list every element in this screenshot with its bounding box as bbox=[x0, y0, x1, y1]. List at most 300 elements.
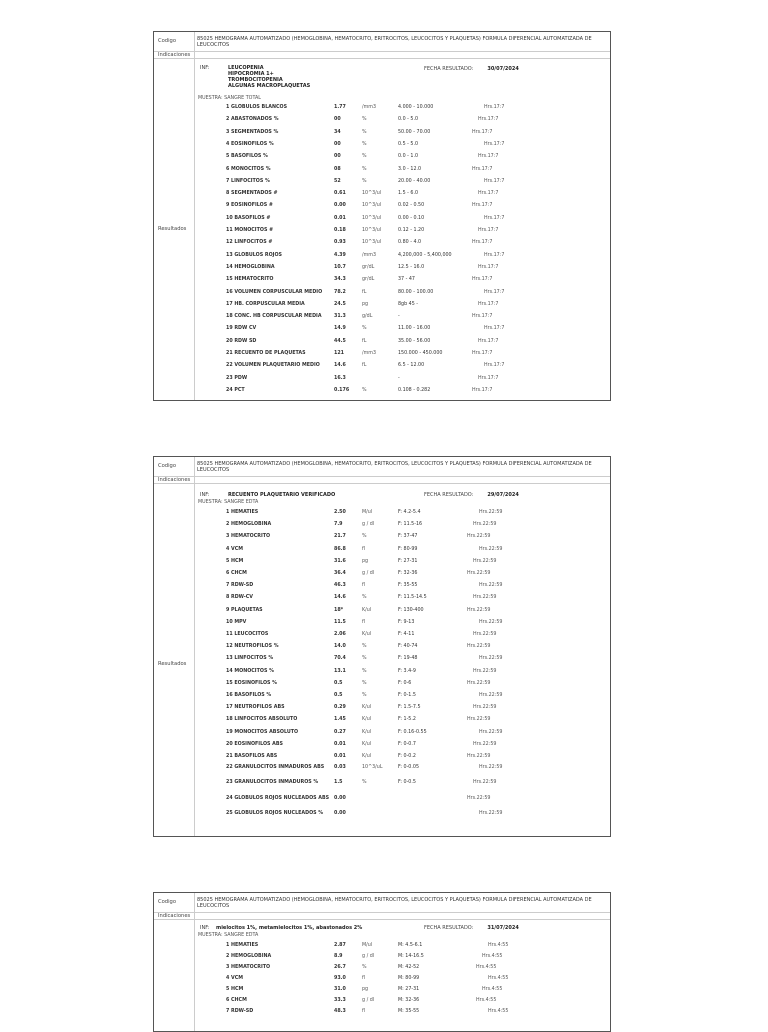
indicaciones-label: Indicaciones bbox=[158, 477, 191, 483]
test-value: 21.7 bbox=[334, 534, 346, 540]
row-divider bbox=[154, 919, 610, 920]
test-time: Hrs.17:7 bbox=[484, 215, 505, 221]
test-unit: fl bbox=[362, 976, 366, 981]
test-unit: g / dl bbox=[362, 522, 375, 528]
test-time: Hrs.4:55 bbox=[482, 954, 503, 959]
test-name: 24 PCT bbox=[226, 387, 245, 393]
test-reference: 4,200,000 - 5,400,000 bbox=[398, 252, 452, 258]
table-row bbox=[154, 631, 604, 639]
test-reference: 50.00 - 70.00 bbox=[398, 129, 431, 135]
test-value: 0.00 bbox=[334, 810, 346, 816]
test-name: 3 HEMATOCRITO bbox=[226, 534, 271, 540]
test-name: 1 HEMATIES bbox=[226, 510, 259, 515]
table-row bbox=[154, 215, 604, 223]
row-divider bbox=[154, 912, 610, 913]
table-row bbox=[154, 153, 604, 161]
table-row bbox=[154, 546, 604, 554]
test-reference: 80.00 - 100.00 bbox=[398, 289, 434, 295]
test-value: 48.3 bbox=[334, 1009, 346, 1014]
test-unit: K/ul bbox=[362, 632, 372, 637]
test-value: 18* bbox=[334, 607, 344, 613]
test-reference: 20.00 - 40.00 bbox=[398, 178, 431, 184]
test-value: 0.00 bbox=[334, 795, 346, 801]
test-unit: % bbox=[362, 965, 367, 970]
test-reference: 150.000 - 450.000 bbox=[398, 351, 443, 356]
test-unit: % bbox=[362, 668, 367, 674]
test-name: 20 EOSINOFILOS ABS bbox=[226, 741, 284, 747]
test-unit: % bbox=[362, 656, 367, 662]
test-reference: 0.108 - 0.282 bbox=[398, 387, 431, 393]
test-reference: 35.00 - 56.00 bbox=[398, 338, 431, 344]
test-name: 8 RDW-CV bbox=[226, 595, 253, 601]
table-row bbox=[154, 643, 604, 651]
test-value: 52 bbox=[334, 178, 341, 184]
test-value: 14.6 bbox=[334, 595, 346, 601]
test-reference: 0.12 - 1.20 bbox=[398, 228, 425, 233]
test-name: 5 HCM bbox=[226, 558, 244, 564]
test-time: Hrs.17:7 bbox=[472, 387, 493, 393]
test-value: 11.5 bbox=[334, 619, 346, 625]
indicaciones-label: Indicaciones bbox=[158, 52, 191, 58]
table-row bbox=[154, 190, 604, 198]
muestra-label: MUESTRA: SANGRE EDTA bbox=[198, 500, 259, 505]
test-time: Hrs.17:7 bbox=[484, 252, 505, 258]
test-value: 0.176 bbox=[334, 387, 350, 393]
test-value: 8.9 bbox=[334, 954, 343, 959]
test-value: 36.4 bbox=[334, 571, 346, 576]
test-reference: - bbox=[398, 314, 400, 320]
test-name: 11 LEUCOCITOS bbox=[226, 632, 269, 637]
resultados-label: Resultados bbox=[158, 226, 187, 232]
test-unit: fL bbox=[362, 338, 367, 344]
table-row bbox=[154, 202, 604, 210]
test-name: 6 CHCM bbox=[226, 998, 247, 1003]
table-row bbox=[154, 811, 604, 823]
table-row bbox=[154, 975, 604, 983]
test-value: 4.39 bbox=[334, 252, 346, 258]
test-name: 15 EOSINOFILOS % bbox=[226, 680, 277, 686]
test-reference: F: 11.5-16 bbox=[398, 522, 423, 528]
test-value: 78.2 bbox=[334, 289, 346, 295]
test-unit: /mm3 bbox=[362, 252, 377, 258]
table-row bbox=[154, 129, 604, 137]
test-unit: K/ul bbox=[362, 705, 372, 711]
test-unit: % bbox=[362, 154, 367, 160]
test-time: Hrs.17:7 bbox=[484, 326, 505, 332]
test-name: 20 RDW SD bbox=[226, 338, 257, 344]
test-reference: F: 4.2-5.4 bbox=[398, 510, 421, 515]
test-reference: 6.5 - 12.00 bbox=[398, 363, 425, 369]
table-row bbox=[154, 619, 604, 627]
test-name: 17 HB. CORPUSCULAR MEDIA bbox=[226, 301, 305, 307]
test-unit: fl bbox=[362, 619, 366, 625]
test-time: Hrs.22:59 bbox=[479, 510, 503, 515]
test-value: 0.03 bbox=[334, 765, 346, 771]
test-value: 86.8 bbox=[334, 546, 346, 552]
table-row bbox=[154, 668, 604, 676]
test-unit: % bbox=[362, 644, 367, 650]
exam-header: 85025 HEMOGRAMA AUTOMATIZADO (HEMOGLOBINA, HEMATOCRITO, ERITROCITOS, LEUCOCITOS Y PLAQUETAS) FORMULA DIFERENCIAL AUTOMATIZADA DE LEUCOCITOS bbox=[197, 36, 592, 48]
test-unit: 10^3/uL bbox=[362, 765, 383, 771]
table-row bbox=[154, 1008, 604, 1016]
test-unit: 10^3/ul bbox=[362, 240, 382, 246]
test-reference: F: 35-55 bbox=[398, 583, 418, 589]
test-reference: 0.5 - 5.0 bbox=[398, 141, 419, 147]
table-row bbox=[154, 680, 604, 688]
test-reference: 1.5 - 6.0 bbox=[398, 191, 419, 197]
table-row bbox=[154, 729, 604, 737]
test-name: 14 HEMOGLOBINA bbox=[226, 264, 275, 270]
test-name: 9 EOSINOFILOS # bbox=[226, 203, 273, 209]
test-value: 0.18 bbox=[334, 228, 346, 233]
test-time: Hrs.4:55 bbox=[488, 943, 509, 948]
test-name: 21 RECUENTO DE PLAQUETAS bbox=[226, 351, 306, 356]
table-row bbox=[154, 716, 604, 724]
test-value: 121 bbox=[334, 351, 345, 356]
table-row bbox=[154, 387, 604, 395]
test-time: Hrs.22:59 bbox=[467, 717, 491, 723]
lab-report-panel-2 bbox=[153, 456, 611, 837]
test-reference: 11.00 - 16.00 bbox=[398, 326, 431, 332]
test-reference: M: 42-52 bbox=[398, 965, 420, 970]
test-unit: /mm3 bbox=[362, 351, 377, 356]
test-value: 31.0 bbox=[334, 987, 346, 992]
test-unit: K/ul bbox=[362, 754, 372, 759]
test-reference: - bbox=[398, 375, 400, 381]
table-row bbox=[154, 166, 604, 174]
test-time: Hrs.22:59 bbox=[479, 619, 503, 625]
test-value: 46.3 bbox=[334, 583, 346, 589]
row-divider bbox=[154, 51, 610, 52]
test-name: 16 VOLUMEN CORPUSCULAR MEDIO bbox=[226, 289, 323, 295]
test-time: Hrs.17:7 bbox=[472, 277, 493, 283]
test-time: Hrs.22:59 bbox=[473, 705, 497, 711]
test-unit: 10^3/ul bbox=[362, 191, 382, 197]
test-name: 6 MONOCITOS % bbox=[226, 166, 271, 172]
test-name: 22 VOLUMEN PLAQUETARIO MEDIO bbox=[226, 363, 320, 369]
exam-header: 85025 HEMOGRAMA AUTOMATIZADO (HEMOGLOBINA, HEMATOCRITO, ERITROCITOS, LEUCOCITOS Y PLAQUETAS) FORMULA DIFERENCIAL AUTOMATIZADA DE LEUCOCITOS bbox=[197, 897, 592, 909]
test-name: 19 MONOCITOS ABSOLUTO bbox=[226, 729, 299, 735]
test-reference: F: 130-400 bbox=[398, 607, 424, 613]
inf-line: RECUENTO PLAQUETARIO VERIFICADO bbox=[228, 492, 336, 498]
test-reference: 3.0 - 12.0 bbox=[398, 166, 422, 172]
test-name: 14 MONOCITOS % bbox=[226, 668, 274, 674]
test-unit: % bbox=[362, 680, 367, 686]
test-name: 19 RDW CV bbox=[226, 326, 257, 332]
test-name: 4 EOSINOFILOS % bbox=[226, 141, 274, 147]
table-row bbox=[154, 780, 604, 792]
test-reference: M: 4.5-6.1 bbox=[398, 943, 423, 948]
test-unit: g/dL bbox=[362, 314, 373, 320]
test-unit: % bbox=[362, 387, 367, 393]
test-reference: F: 0-0.5 bbox=[398, 780, 416, 786]
test-value: 0.01 bbox=[334, 741, 346, 747]
test-time: Hrs.17:7 bbox=[478, 375, 499, 381]
test-name: 12 LINFOCITOS # bbox=[226, 240, 273, 246]
test-name: 23 GRANULOCITOS INMADUROS % bbox=[226, 780, 319, 786]
table-row bbox=[154, 338, 604, 346]
lab-report-panel-3 bbox=[153, 892, 611, 1032]
test-unit: gr/dL bbox=[362, 277, 375, 283]
test-name: 1 GLOBULOS BLANCOS bbox=[226, 105, 288, 110]
test-reference: M: 35-55 bbox=[398, 1009, 420, 1014]
test-unit: K/ul bbox=[362, 729, 372, 735]
test-value: 93.0 bbox=[334, 976, 346, 981]
test-time: Hrs.22:59 bbox=[479, 765, 503, 771]
test-name: 1 HEMATIES bbox=[226, 943, 259, 948]
table-row bbox=[154, 796, 604, 808]
table-row bbox=[154, 704, 604, 712]
fecha-value: 31/07/2024 bbox=[487, 925, 519, 931]
test-unit: % bbox=[362, 693, 367, 698]
test-unit: fl bbox=[362, 583, 366, 589]
test-time: Hrs.17:7 bbox=[478, 191, 499, 197]
test-time: Hrs.4:55 bbox=[482, 987, 503, 992]
table-row bbox=[154, 741, 604, 749]
table-row bbox=[154, 301, 604, 309]
test-value: 33.3 bbox=[334, 998, 346, 1003]
test-unit: % bbox=[362, 326, 367, 332]
test-name: 3 SEGMENTADOS % bbox=[226, 129, 279, 135]
muestra-label: MUESTRA: SANGRE EDTA bbox=[198, 933, 259, 938]
test-reference: 0.00 - 0.10 bbox=[398, 215, 425, 221]
test-time: Hrs.17:7 bbox=[484, 289, 505, 295]
test-value: 1.5 bbox=[334, 780, 343, 786]
test-reference: F: 0-1.5 bbox=[398, 693, 416, 698]
test-reference: 0.02 - 0.50 bbox=[398, 203, 425, 209]
table-row bbox=[154, 325, 604, 333]
test-time: Hrs.22:59 bbox=[473, 595, 497, 601]
inf-details bbox=[228, 65, 310, 89]
test-name: 18 LINFOCITOS ABSOLUTO bbox=[226, 717, 298, 723]
test-value: 14.6 bbox=[334, 363, 346, 369]
test-reference: F: 32-36 bbox=[398, 571, 418, 576]
test-value: 24.5 bbox=[334, 301, 346, 307]
test-time: Hrs.17:7 bbox=[478, 154, 499, 160]
test-time: Hrs.17:7 bbox=[472, 351, 493, 356]
test-value: 0.5 bbox=[334, 680, 343, 686]
test-reference: F: 11.5-14.5 bbox=[398, 595, 427, 601]
test-unit: % bbox=[362, 129, 367, 135]
test-unit: g / dl bbox=[362, 998, 375, 1003]
test-time: Hrs.22:59 bbox=[473, 780, 497, 786]
test-reference: 0.80 - 4.0 bbox=[398, 240, 422, 246]
test-time: Hrs.17:7 bbox=[472, 129, 493, 135]
inf-line: ALGUNAS MACROPLAQUETAS bbox=[228, 83, 311, 89]
test-unit: pg bbox=[362, 558, 369, 564]
test-unit: fL bbox=[362, 363, 367, 369]
test-reference: 0.0 - 5.0 bbox=[398, 117, 419, 123]
inf-line: HIPOCROMIA 1+ bbox=[228, 71, 274, 77]
test-name: 23 PDW bbox=[226, 375, 248, 381]
indicaciones-label: Indicaciones bbox=[158, 913, 191, 919]
exam-header: 85025 HEMOGRAMA AUTOMATIZADO (HEMOGLOBINA, HEMATOCRITO, ERITROCITOS, LEUCOCITOS Y PLAQUETAS) FORMULA DIFERENCIAL AUTOMATIZADA DE LEUCOCITOS bbox=[197, 461, 592, 473]
test-name: 6 CHCM bbox=[226, 571, 247, 576]
test-time: Hrs.22:59 bbox=[473, 558, 497, 564]
test-time: Hrs.4:55 bbox=[476, 998, 497, 1003]
test-name: 4 VCM bbox=[226, 546, 244, 552]
test-time: Hrs.22:59 bbox=[467, 754, 491, 759]
test-unit: K/ul bbox=[362, 741, 372, 747]
fecha-resultado bbox=[424, 925, 519, 931]
test-unit: 10^3/ul bbox=[362, 203, 382, 209]
inf-details bbox=[216, 925, 362, 931]
test-time: Hrs.17:7 bbox=[472, 203, 493, 209]
test-reference: 4.000 - 10.000 bbox=[398, 105, 434, 110]
test-time: Hrs.4:55 bbox=[488, 1009, 509, 1014]
inf-label: INF: bbox=[200, 925, 210, 931]
test-unit: 10^3/ul bbox=[362, 215, 382, 221]
test-value: 0.61 bbox=[334, 191, 346, 197]
test-time: Hrs.22:59 bbox=[467, 607, 491, 613]
test-reference: F: 9-13 bbox=[398, 619, 415, 625]
test-time: Hrs.17:7 bbox=[478, 301, 499, 307]
table-row bbox=[154, 239, 604, 247]
table-row bbox=[154, 964, 604, 972]
test-reference: F: 3.4-9 bbox=[398, 668, 416, 674]
test-reference: 0.0 - 1.0 bbox=[398, 154, 419, 160]
test-name: 15 HEMATOCRITO bbox=[226, 277, 274, 283]
table-row bbox=[154, 594, 604, 602]
table-row bbox=[154, 227, 604, 235]
test-reference: M: 14-16.5 bbox=[398, 954, 424, 959]
fecha-value: 30/07/2024 bbox=[487, 66, 519, 72]
test-value: 00 bbox=[334, 154, 341, 160]
test-name: 4 VCM bbox=[226, 976, 244, 981]
test-name: 9 PLAQUETAS bbox=[226, 607, 263, 613]
test-time: Hrs.22:59 bbox=[479, 656, 503, 662]
test-reference: F: 1-5.2 bbox=[398, 717, 416, 723]
test-name: 10 MPV bbox=[226, 619, 247, 625]
test-name: 24 GLOBULOS ROJOS NUCLEADOS ABS bbox=[226, 795, 330, 801]
test-name: 11 MONOCITOS # bbox=[226, 228, 274, 233]
test-unit: M/ul bbox=[362, 943, 373, 948]
test-time: Hrs.22:59 bbox=[467, 795, 491, 801]
test-value: 0.5 bbox=[334, 693, 343, 698]
test-time: Hrs.17:7 bbox=[484, 178, 505, 184]
inf-line: LEUCOPENIA bbox=[228, 65, 264, 71]
test-reference: F: 27-31 bbox=[398, 558, 418, 564]
test-value: 26.7 bbox=[334, 965, 346, 970]
codigo-label: Codigo bbox=[158, 38, 176, 44]
table-row bbox=[154, 116, 604, 124]
table-row bbox=[154, 753, 604, 761]
test-time: Hrs.22:59 bbox=[473, 632, 497, 637]
test-value: 0.29 bbox=[334, 705, 346, 711]
test-unit: % bbox=[362, 117, 367, 123]
test-name: 25 GLOBULOS ROJOS NUCLEADOS % bbox=[226, 810, 324, 816]
test-time: Hrs.17:7 bbox=[478, 264, 499, 270]
table-row bbox=[154, 264, 604, 272]
test-value: 34 bbox=[334, 129, 341, 135]
test-unit: g / dl bbox=[362, 954, 375, 959]
table-row bbox=[154, 570, 604, 578]
test-time: Hrs.17:7 bbox=[472, 314, 493, 320]
test-reference: F: 80-99 bbox=[398, 546, 418, 552]
fecha-label: FECHA RESULTADO: bbox=[424, 925, 474, 931]
test-time: Hrs.17:7 bbox=[478, 228, 499, 233]
test-value: 2.06 bbox=[334, 632, 346, 637]
test-reference: 37 - 47 bbox=[398, 277, 415, 283]
inf-line: mielocitos 1%, metamielocitos 1%, abastonados 2% bbox=[216, 925, 363, 931]
test-unit: % bbox=[362, 166, 367, 172]
test-name: 17 NEUTROFILOS ABS bbox=[226, 705, 285, 711]
test-time: Hrs.22:59 bbox=[473, 668, 497, 674]
table-row bbox=[154, 558, 604, 566]
test-time: Hrs.17:7 bbox=[478, 338, 499, 344]
test-name: 5 BASOFILOS % bbox=[226, 154, 268, 160]
test-reference: F: 0.16-0.55 bbox=[398, 729, 427, 735]
table-row bbox=[154, 276, 604, 284]
row-divider bbox=[154, 476, 610, 477]
test-value: 31.3 bbox=[334, 314, 346, 320]
fecha-value: 29/07/2024 bbox=[487, 492, 519, 498]
test-time: Hrs.17:7 bbox=[472, 240, 493, 246]
test-unit: fl bbox=[362, 546, 366, 552]
test-value: 1.45 bbox=[334, 717, 346, 723]
test-value: 34.3 bbox=[334, 277, 346, 283]
test-value: 2.50 bbox=[334, 510, 346, 515]
table-row bbox=[154, 375, 604, 383]
table-row bbox=[154, 252, 604, 260]
test-value: 7.9 bbox=[334, 522, 343, 528]
test-reference: M: 27-31 bbox=[398, 987, 420, 992]
inf-label: INF: bbox=[200, 492, 210, 498]
test-value: 13.1 bbox=[334, 668, 346, 674]
table-row bbox=[154, 362, 604, 370]
test-reference: F: 0-0.05 bbox=[398, 765, 419, 771]
table-row bbox=[154, 655, 604, 663]
test-reference: F: 1.5-7.5 bbox=[398, 705, 421, 711]
test-time: Hrs.22:59 bbox=[467, 571, 491, 576]
test-name: 2 HEMOGLOBINA bbox=[226, 954, 272, 959]
table-row bbox=[154, 607, 604, 615]
test-time: Hrs.17:7 bbox=[484, 363, 505, 369]
test-reference: F: 37-47 bbox=[398, 534, 418, 540]
table-row bbox=[154, 942, 604, 950]
test-value: 0.27 bbox=[334, 729, 346, 735]
table-row bbox=[154, 141, 604, 149]
test-value: 70.4 bbox=[334, 656, 346, 662]
test-name: 7 LINFOCITOS % bbox=[226, 178, 270, 184]
test-name: 13 LINFOCITOS % bbox=[226, 656, 274, 662]
test-name: 21 BASOFILOS ABS bbox=[226, 754, 278, 759]
test-time: Hrs.22:59 bbox=[479, 693, 503, 698]
table-row bbox=[154, 289, 604, 297]
test-value: 44.5 bbox=[334, 338, 346, 344]
test-reference: F: 0-6 bbox=[398, 680, 412, 686]
test-time: Hrs.4:55 bbox=[488, 976, 509, 981]
table-row bbox=[154, 953, 604, 961]
test-value: 0.01 bbox=[334, 215, 346, 221]
row-divider bbox=[154, 58, 610, 59]
table-row bbox=[154, 521, 604, 529]
test-reference: M: 80-99 bbox=[398, 976, 420, 981]
test-time: Hrs.22:59 bbox=[479, 729, 503, 735]
table-row bbox=[154, 313, 604, 321]
test-unit: % bbox=[362, 534, 367, 540]
codigo-label: Codigo bbox=[158, 463, 176, 469]
test-value: 00 bbox=[334, 141, 341, 147]
test-unit: /mm3 bbox=[362, 105, 377, 110]
table-row bbox=[154, 509, 604, 517]
test-time: Hrs.22:59 bbox=[467, 534, 491, 540]
test-time: Hrs.17:7 bbox=[472, 166, 493, 172]
test-reference: F: 0-0.7 bbox=[398, 741, 416, 747]
table-row bbox=[154, 178, 604, 186]
test-value: 08 bbox=[334, 166, 341, 172]
test-value: 0.93 bbox=[334, 240, 346, 246]
